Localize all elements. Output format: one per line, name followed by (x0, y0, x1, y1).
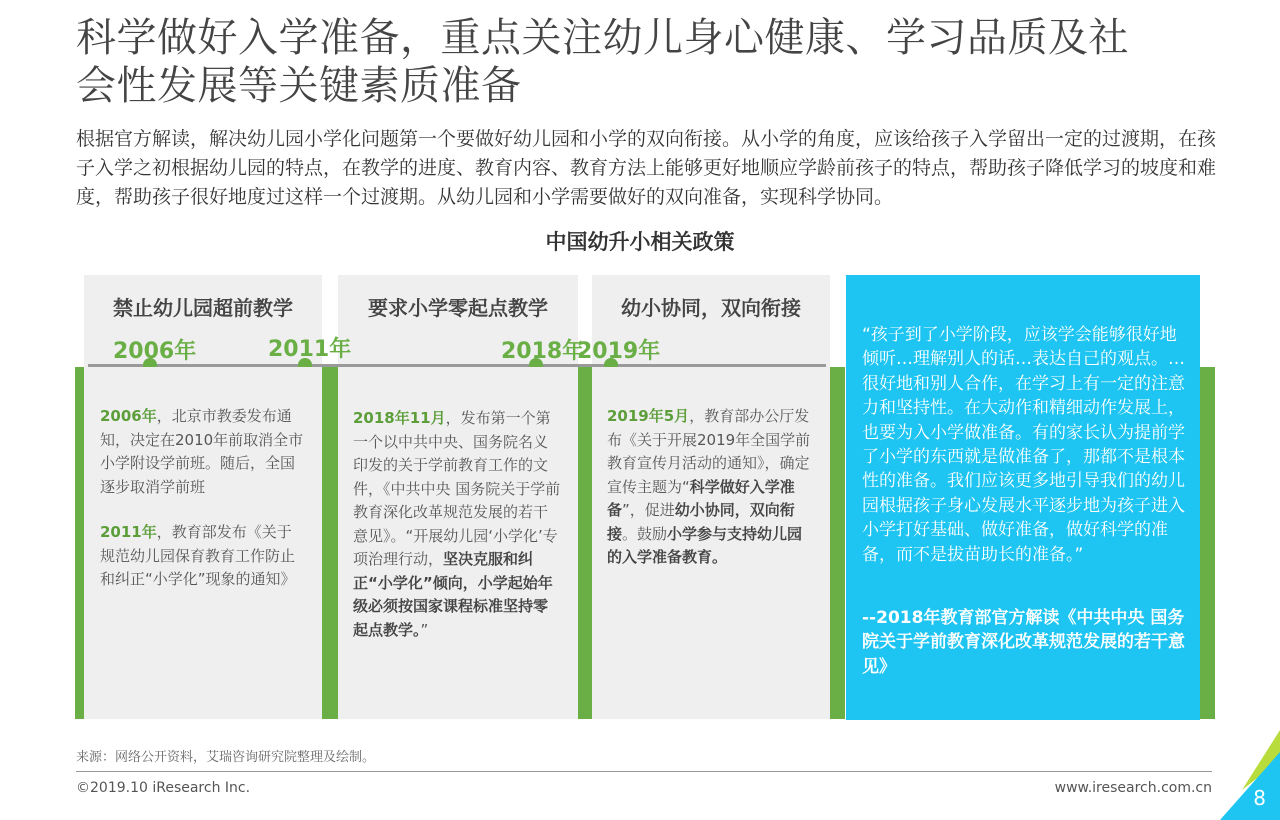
column-2-text (353, 407, 561, 642)
quote-text: “孩子到了小学阶段，应该学会能够很好地倾听…理解别人的话…表达自己的观点。…很好地和别人合作，在学习上有一定的注意力和坚持性。在大动作和精细动作发展上，也要为入小学做准备。有的家长认为提前学了小学的东西就是做准备了，那都不是根本性的准备。我们应该更多地引导我们的幼儿园根据孩子身心发展水平逐步地为孩子进入小学打好基础、做好准备，做好科学的准备，而不是拔苗助长的准备。” (862, 325, 1185, 565)
website-link[interactable]: www.iresearch.com.cn (1054, 780, 1212, 796)
title-line-2: 会性发展等关键素质准备 (76, 63, 522, 109)
policy-year: 2011年 (100, 523, 157, 541)
footer-divider (76, 771, 1212, 772)
copyright: ©2019.10 iResearch Inc. (76, 780, 251, 796)
policy-year: 2006年 (100, 407, 157, 425)
timeline-year: 2019年 (577, 339, 661, 364)
column-3-text (607, 405, 815, 570)
source-note: 来源：网络公开资料，艾瑞咨询研究院整理及绘制。 (76, 750, 376, 765)
policy-text: ，教育部发布《关于规范幼儿园保育教育工作防止和纠正“小学化”现象的通知》 (100, 523, 296, 588)
green-band-right (1198, 367, 1215, 719)
column-heading: 要求小学零起点教学 (368, 296, 548, 320)
timeline-year: 2018年 (501, 339, 585, 364)
policy-text: 。鼓励 (622, 524, 668, 543)
policy-text: ，教育部办公厅发布《关于开展2019年全国学前教育宣传月活动的通知》，确定宣传主题为“ (607, 407, 811, 496)
policy-year: 2018年11月 (353, 409, 446, 427)
corner-decoration (1220, 730, 1280, 820)
column-heading: 幼小协同，双向衔接 (621, 296, 801, 320)
timeline-year: 2011年 (268, 337, 352, 362)
quote-source: --2018年教育部官方解读《中共中央 国务院关于学前教育深化改革规范发展的若干意见》 (862, 608, 1185, 677)
policy-emphasis: 小学参与支持幼儿园的入学准备教育。 (607, 524, 803, 566)
policy-emphasis: 幼小协同，双向衔接 (607, 501, 795, 543)
column-heading: 禁止幼儿园超前教学 (113, 296, 293, 320)
page-title (76, 14, 1226, 110)
policy-text: ”，促进 (622, 501, 675, 519)
column-1-text (100, 405, 305, 614)
policy-year: 2019年5月 (607, 407, 690, 425)
policy-text: ，北京市教委发布通知，决定在2010年前取消全市小学附设学前班。随后，全国逐步取消学前班 (100, 407, 304, 496)
title-line-1: 科学做好入学准备，重点关注幼儿身心健康、学习品质及社 (76, 15, 1129, 61)
policy-section-title: 中国幼升小相关政策 (545, 230, 735, 254)
policy-text: ” (420, 620, 429, 639)
policy-emphasis: 科学做好入学准备 (607, 477, 795, 519)
policy-emphasis: 坚决克服和纠正“小学化”倾向，小学起始年级必须按国家课程标准坚持零起点教学。 (353, 550, 553, 639)
timeline-year: 2006年 (113, 339, 197, 364)
policy-text: ，发布第一个第一个以中共中央、国务院名义印发的关于学前教育工作的文件，《中共中央 国务院关于学前教育深化改革规范发展的若干意见》。“开展幼儿园‘小学化’专项治理行动， (353, 409, 561, 568)
page-number: 8 (1253, 786, 1266, 810)
intro-paragraph: 根据官方解读，解决幼儿园小学化问题第一个要做好幼儿园和小学的双向衔接。从小学的角度，应该给孩子入学留出一定的过渡期，在孩子入学之初根据幼儿园的特点，在教学的进度、教育内容、教育方法上能够更好地顺应学龄前孩子的特点，帮助孩子降低学习的坡度和难度，帮助孩子很好地度过这样一个过渡期。从幼儿园和小学需要做好的双向准备，实现科学协同。 (76, 128, 1217, 208)
